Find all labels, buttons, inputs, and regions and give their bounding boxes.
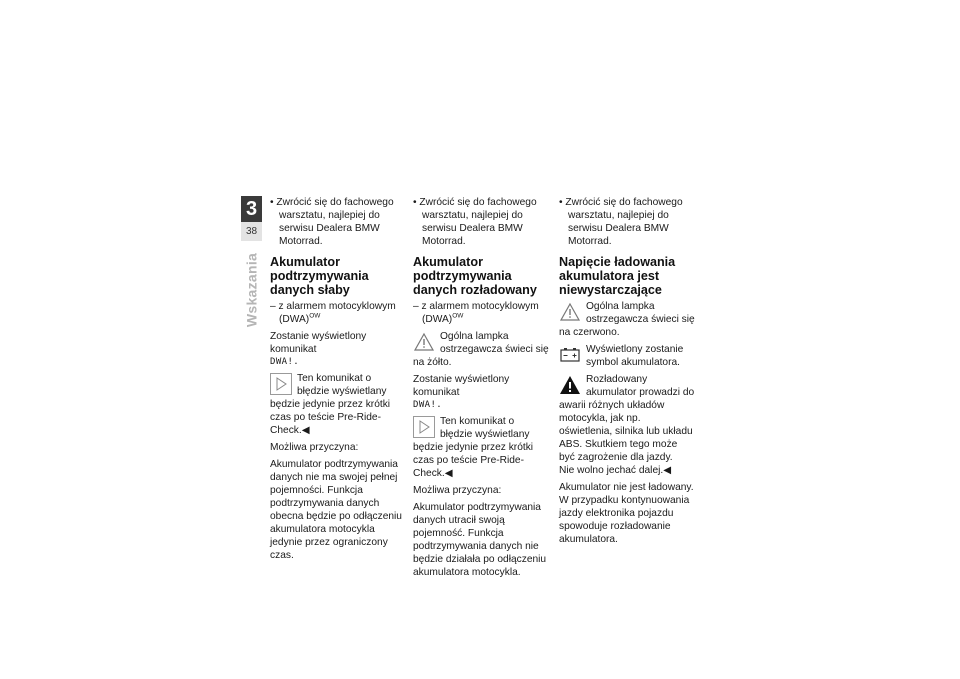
message-paragraph: Zostanie wyświetlony komunikat DWA!. xyxy=(413,373,549,411)
dash-item: – z alarmem motocyklowym (DWA)$^{OW}$ xyxy=(413,301,539,325)
bullet-item: • Zwrócić się do fachowego warsztatu, najlepiej do serwisu Dealera BMW Motorrad. xyxy=(270,197,394,247)
danger-text: Rozładowany akumulator prowadzi do awarii różnych układów motocykla, jak np. oświetlenia, silnika lub układu ABS. Skutkiem tego może być zagrożenie dla jazdy. xyxy=(559,374,695,463)
section-heading: Napięcie ładowania akumulatora jest niewystarczające xyxy=(559,255,676,297)
info-note xyxy=(413,415,549,480)
bullet-item: • Zwrócić się do fachowego warsztatu, najlepiej do serwisu Dealera BMW Motorrad. xyxy=(413,197,537,247)
chapter-tab xyxy=(241,196,262,241)
side-title: Wskazania xyxy=(243,252,260,328)
danger-icon xyxy=(559,374,581,396)
info-triangle-icon xyxy=(270,373,292,395)
cause-text: Akumulator podtrzymywania danych utracił swoją pojemność. Funkcja podtrzymywania danych nie będzie działała po odłączeniu akumulatora motocykla. xyxy=(413,502,547,578)
info-note xyxy=(270,372,406,437)
column-2 xyxy=(413,196,549,583)
column-1 xyxy=(270,196,406,566)
section-heading: Akumulator podtrzymywania danych rozładowany xyxy=(413,255,537,297)
cause-label: Możliwa przyczyna: xyxy=(270,442,359,453)
cause-text: Akumulator podtrzymywania danych nie ma swojej pełnej pojemności. Funkcja podtrzymywania danych obecna będzie po odłączeniu akumulatora motocykla jedynie przez ograniczony czas. xyxy=(270,459,402,561)
cause-label: Możliwa przyczyna: xyxy=(413,485,502,496)
final-text: Akumulator nie jest ładowany. W przypadku kontynuowania jazdy elektronika pojazdu spowoduje rozładowanie akumulatora. xyxy=(559,482,694,545)
warning-lamp-text: Ogólna lampka ostrzegawcza świeci się na żółto. xyxy=(413,331,549,368)
warning-lamp-note xyxy=(413,330,549,369)
section-heading: Akumulator podtrzymywania danych słaby xyxy=(270,255,369,297)
warning-lamp-text: Ogólna lampka ostrzegawcza świeci się na czerwono. xyxy=(559,301,695,338)
info-text: Ten komunikat o błędzie wyświetlany będzie jedynie przez krótki czas po teście Pre-Ride-Check.◀ xyxy=(270,373,391,436)
battery-text: Wyświetlony zostanie symbol akumulatora. xyxy=(586,344,684,368)
message-code: DWA!. xyxy=(270,357,300,367)
info-text: Ten komunikat o błędzie wyświetlany będzie jedynie przez krótki czas po teście Pre-Ride-Check.◀ xyxy=(413,416,534,479)
warning-lamp-icon xyxy=(413,331,435,353)
option-superscript: OW xyxy=(309,312,321,320)
danger-note xyxy=(559,373,695,477)
column-3 xyxy=(559,196,695,550)
battery-icon xyxy=(559,344,581,366)
warning-lamp-note xyxy=(559,300,695,339)
bullet-item: • Zwrócić się do fachowego warsztatu, najlepiej do serwisu Dealera BMW Motorrad. xyxy=(559,197,683,247)
page-number: 38 xyxy=(245,226,258,237)
message-paragraph: Zostanie wyświetlony komunikat DWA!. xyxy=(270,330,406,368)
info-triangle-icon xyxy=(413,416,435,438)
no-ride-text: Nie wolno jechać dalej.◀ xyxy=(559,465,672,476)
option-superscript: OW xyxy=(452,312,464,320)
dash-item: – z alarmem motocyklowym (DWA)$^{OW}$ xyxy=(270,301,396,325)
warning-lamp-icon xyxy=(559,301,581,323)
message-code: DWA!. xyxy=(413,400,443,410)
battery-note xyxy=(559,343,695,369)
chapter-number: 3 xyxy=(241,196,262,222)
